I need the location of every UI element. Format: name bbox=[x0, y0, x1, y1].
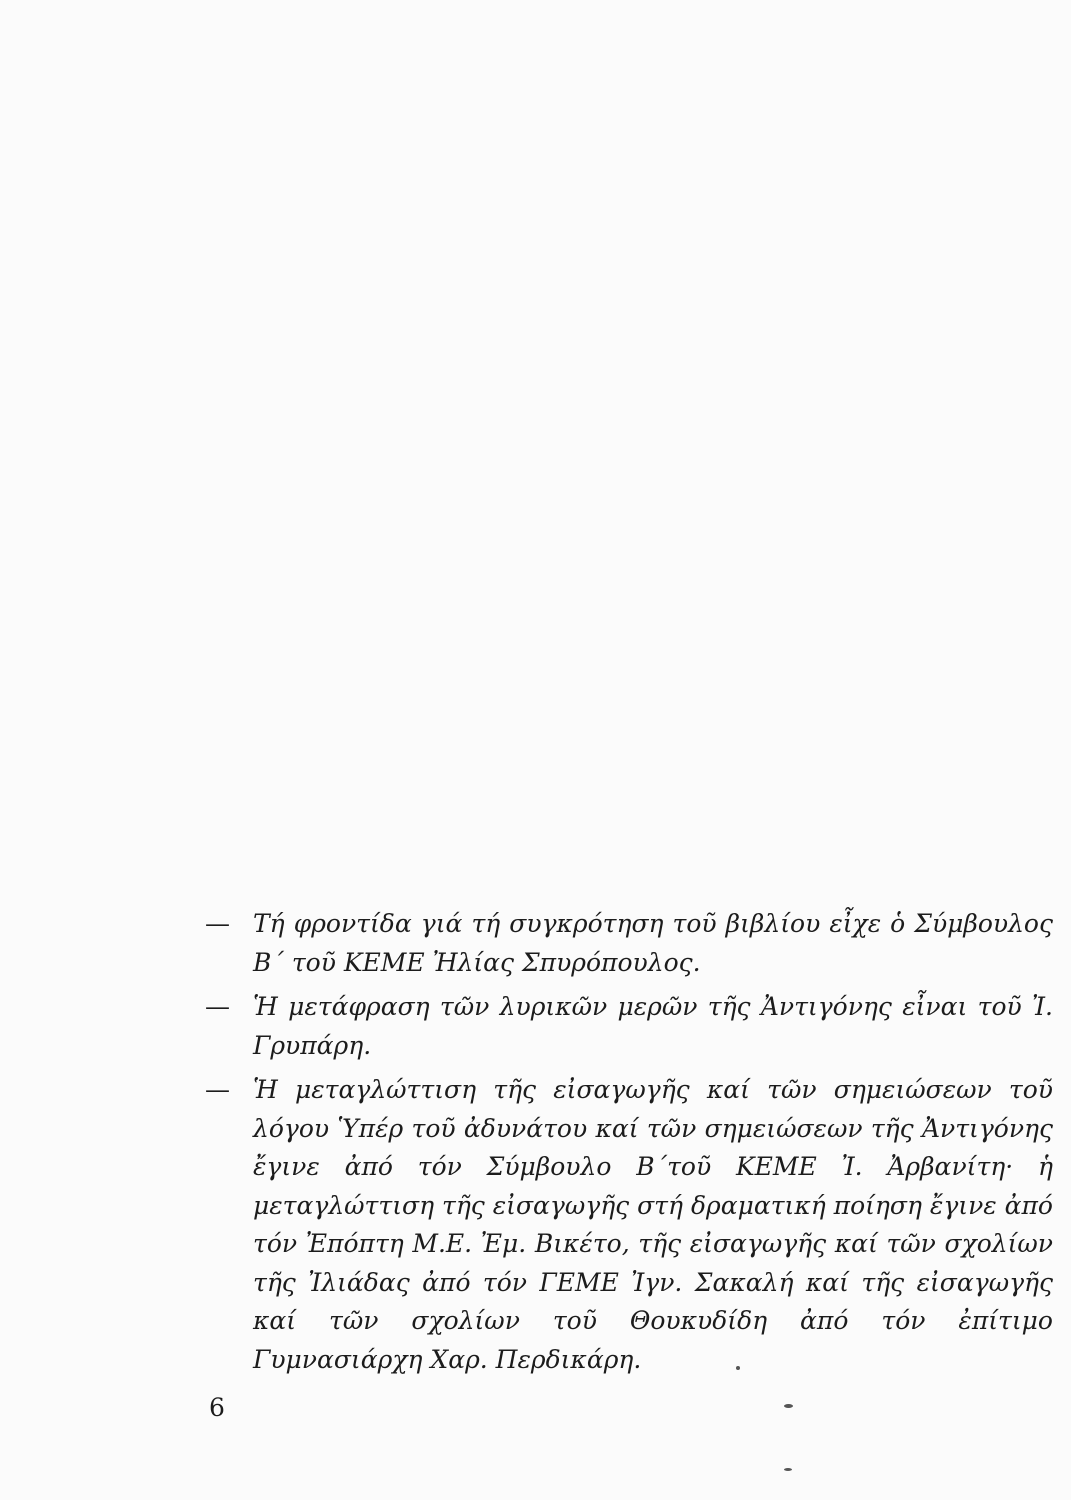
scan-speck bbox=[784, 1468, 792, 1471]
credit-item-adaptation bbox=[205, 1071, 1053, 1379]
list-dash: — bbox=[205, 1075, 230, 1104]
credit-item-translation bbox=[205, 988, 1053, 1065]
credits-list bbox=[205, 905, 1053, 1385]
scan-speck bbox=[736, 1366, 740, 1370]
credit-text: Ἡ μεταγλώττιση τῆς εἰσαγωγῆς καί τῶν σημειώσεων τοῦ λόγου Ὑπέρ τοῦ ἀδυνάτου καί τῶν σημειώσεων τῆς Ἀντιγόνης ἔγινε ἀπό τόν Σύμβουλο Β΄τοῦ ΚΕΜΕ Ἰ. Ἀρβανίτη· ἡ μεταγλώττιση τῆς εἰσαγωγῆς στή δραματική ποίηση ἔγινε ἀπό τόν Ἐπόπτη Μ.Ε. Ἐμ. Βικέτο, τῆς εἰσαγωγῆς καί τῶν σχολίων τῆς Ἰλιάδας ἀπό τόν ΓΕΜΕ Ἰγν. Σακαλή καί τῆς εἰσαγωγῆς καί τῶν σχολίων τοῦ Θουκυδίδη ἀπό τόν ἐπίτιμο Γυμνασιάρχη Χαρ. Περδικάρη. bbox=[253, 1075, 1053, 1374]
credit-item-editor bbox=[205, 905, 1053, 982]
list-dash: — bbox=[205, 992, 230, 1021]
credit-text: Τή φροντίδα γιά τή συγκρότηση τοῦ βιβλίου εἶχε ὁ Σύμβουλος Β΄ τοῦ ΚΕΜΕ Ἠλίας Σπυρόπουλος. bbox=[253, 909, 1053, 977]
page-number: 6 bbox=[209, 1393, 225, 1422]
scan-speck bbox=[784, 1404, 793, 1408]
list-dash: — bbox=[205, 909, 230, 938]
credit-text: Ἡ μετάφραση τῶν λυρικῶν μερῶν τῆς Ἀντιγόνης εἶναι τοῦ Ἰ. Γρυπάρη. bbox=[253, 992, 1053, 1060]
